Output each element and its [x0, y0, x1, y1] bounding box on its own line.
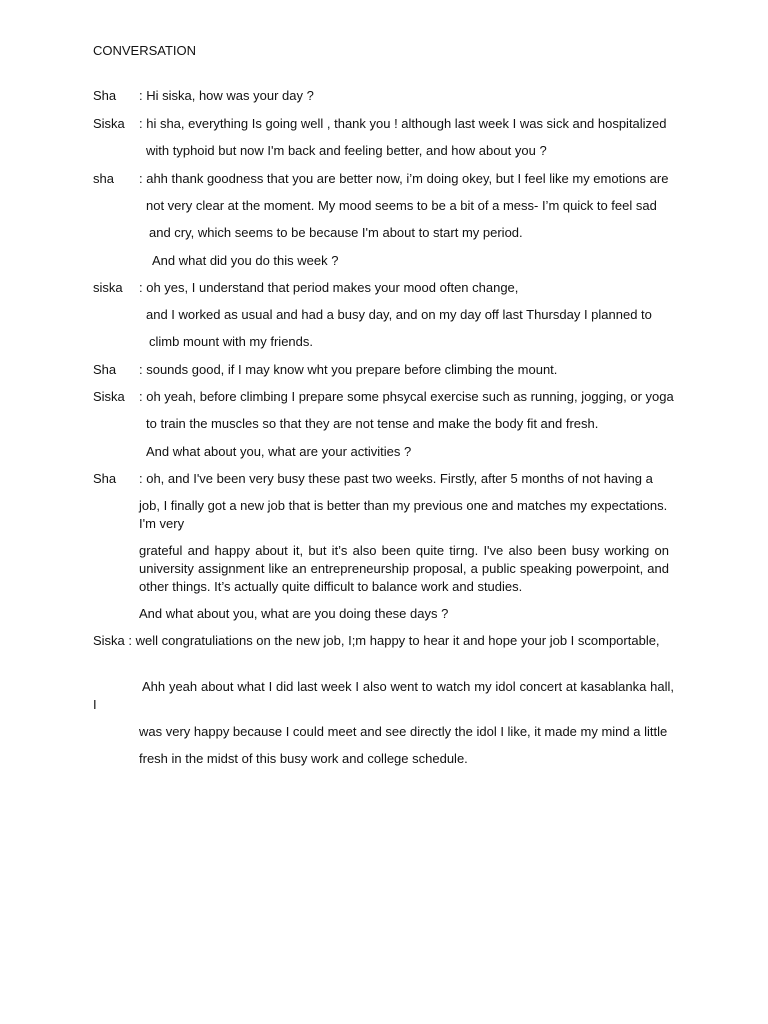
dialogue-line: And what about you, what are your activities ?: [146, 444, 412, 459]
dialogue-line: fresh in the midst of this busy work and college schedule.: [139, 751, 468, 766]
dialogue-line: to train the muscles so that they are not tense and make the body fit and fresh.: [146, 416, 599, 431]
speaker-label: Siska: [93, 389, 125, 404]
dialogue-line: not very clear at the moment. My mood seems to be a bit of a mess- I’m quick to feel sad: [146, 198, 657, 213]
dialogue-line: : oh yeah, before climbing I prepare some phsycal exercise such as running, jogging, or yoga: [139, 389, 674, 404]
dialogue-line: : hi sha, everything Is going well , thank you ! although last week I was sick and hospitalized: [139, 116, 667, 131]
speaker-label: Sha: [93, 88, 117, 103]
speaker-label: Siska: [93, 116, 125, 131]
dialogue-line: : ahh thank goodness that you are better now, i’m doing okey, but I feel like my emotions are: [139, 171, 669, 186]
dialogue-line: : oh, and I've been very busy these past two weeks. Firstly, after 5 months of not having a: [139, 471, 653, 486]
dialogue-line: was very happy because I could meet and see directly the idol I like, it made my mind a little: [139, 724, 668, 739]
speaker-label: sha: [93, 171, 114, 186]
speaker-label: siska: [93, 280, 123, 295]
dialogue-line: I'm very: [139, 516, 185, 531]
dialogue-paragraph: Ahh yeah about what I did last week I also went to watch my idol concert at kasablanka hall, I: [93, 679, 674, 712]
speaker-label: Sha: [93, 362, 117, 377]
dialogue-line: job, I finally got a new job that is better than my previous one and matches my expectations.: [139, 498, 668, 513]
document-title: CONVERSATION: [93, 43, 197, 58]
dialogue-line: and I worked as usual and had a busy day, and on my day off last Thursday I planned to: [146, 307, 652, 322]
dialogue-line: : sounds good, if I may know wht you prepare before climbing the mount.: [139, 362, 558, 377]
dialogue-line: : Hi siska, how was your day ?: [139, 88, 314, 103]
dialogue-line: And what did you do this week ?: [152, 253, 339, 268]
dialogue-paragraph: Siska : well congratuliations on the new job, I;m happy to hear it and hope your job I scomportable,: [93, 633, 660, 648]
speaker-label: Sha: [93, 471, 117, 486]
dialogue-line: climb mount with my friends.: [149, 334, 313, 349]
dialogue-line: with typhoid but now I'm back and feeling better, and how about you ?: [146, 143, 547, 158]
dialogue-line: and cry, which seems to be because I'm about to start my period.: [149, 225, 523, 240]
dialogue-line: : oh yes, I understand that period makes your mood often change,: [139, 280, 519, 295]
dialogue-line: And what about you, what are you doing these days ?: [139, 606, 449, 621]
dialogue-paragraph: grateful and happy about it, but it’s also been quite tirng. I've also been busy working on university assignment like an entrepreneurship proposal, a public speaking powerpoint, and other things. It’s actually quite difficult to balance work and studies.: [139, 543, 669, 594]
